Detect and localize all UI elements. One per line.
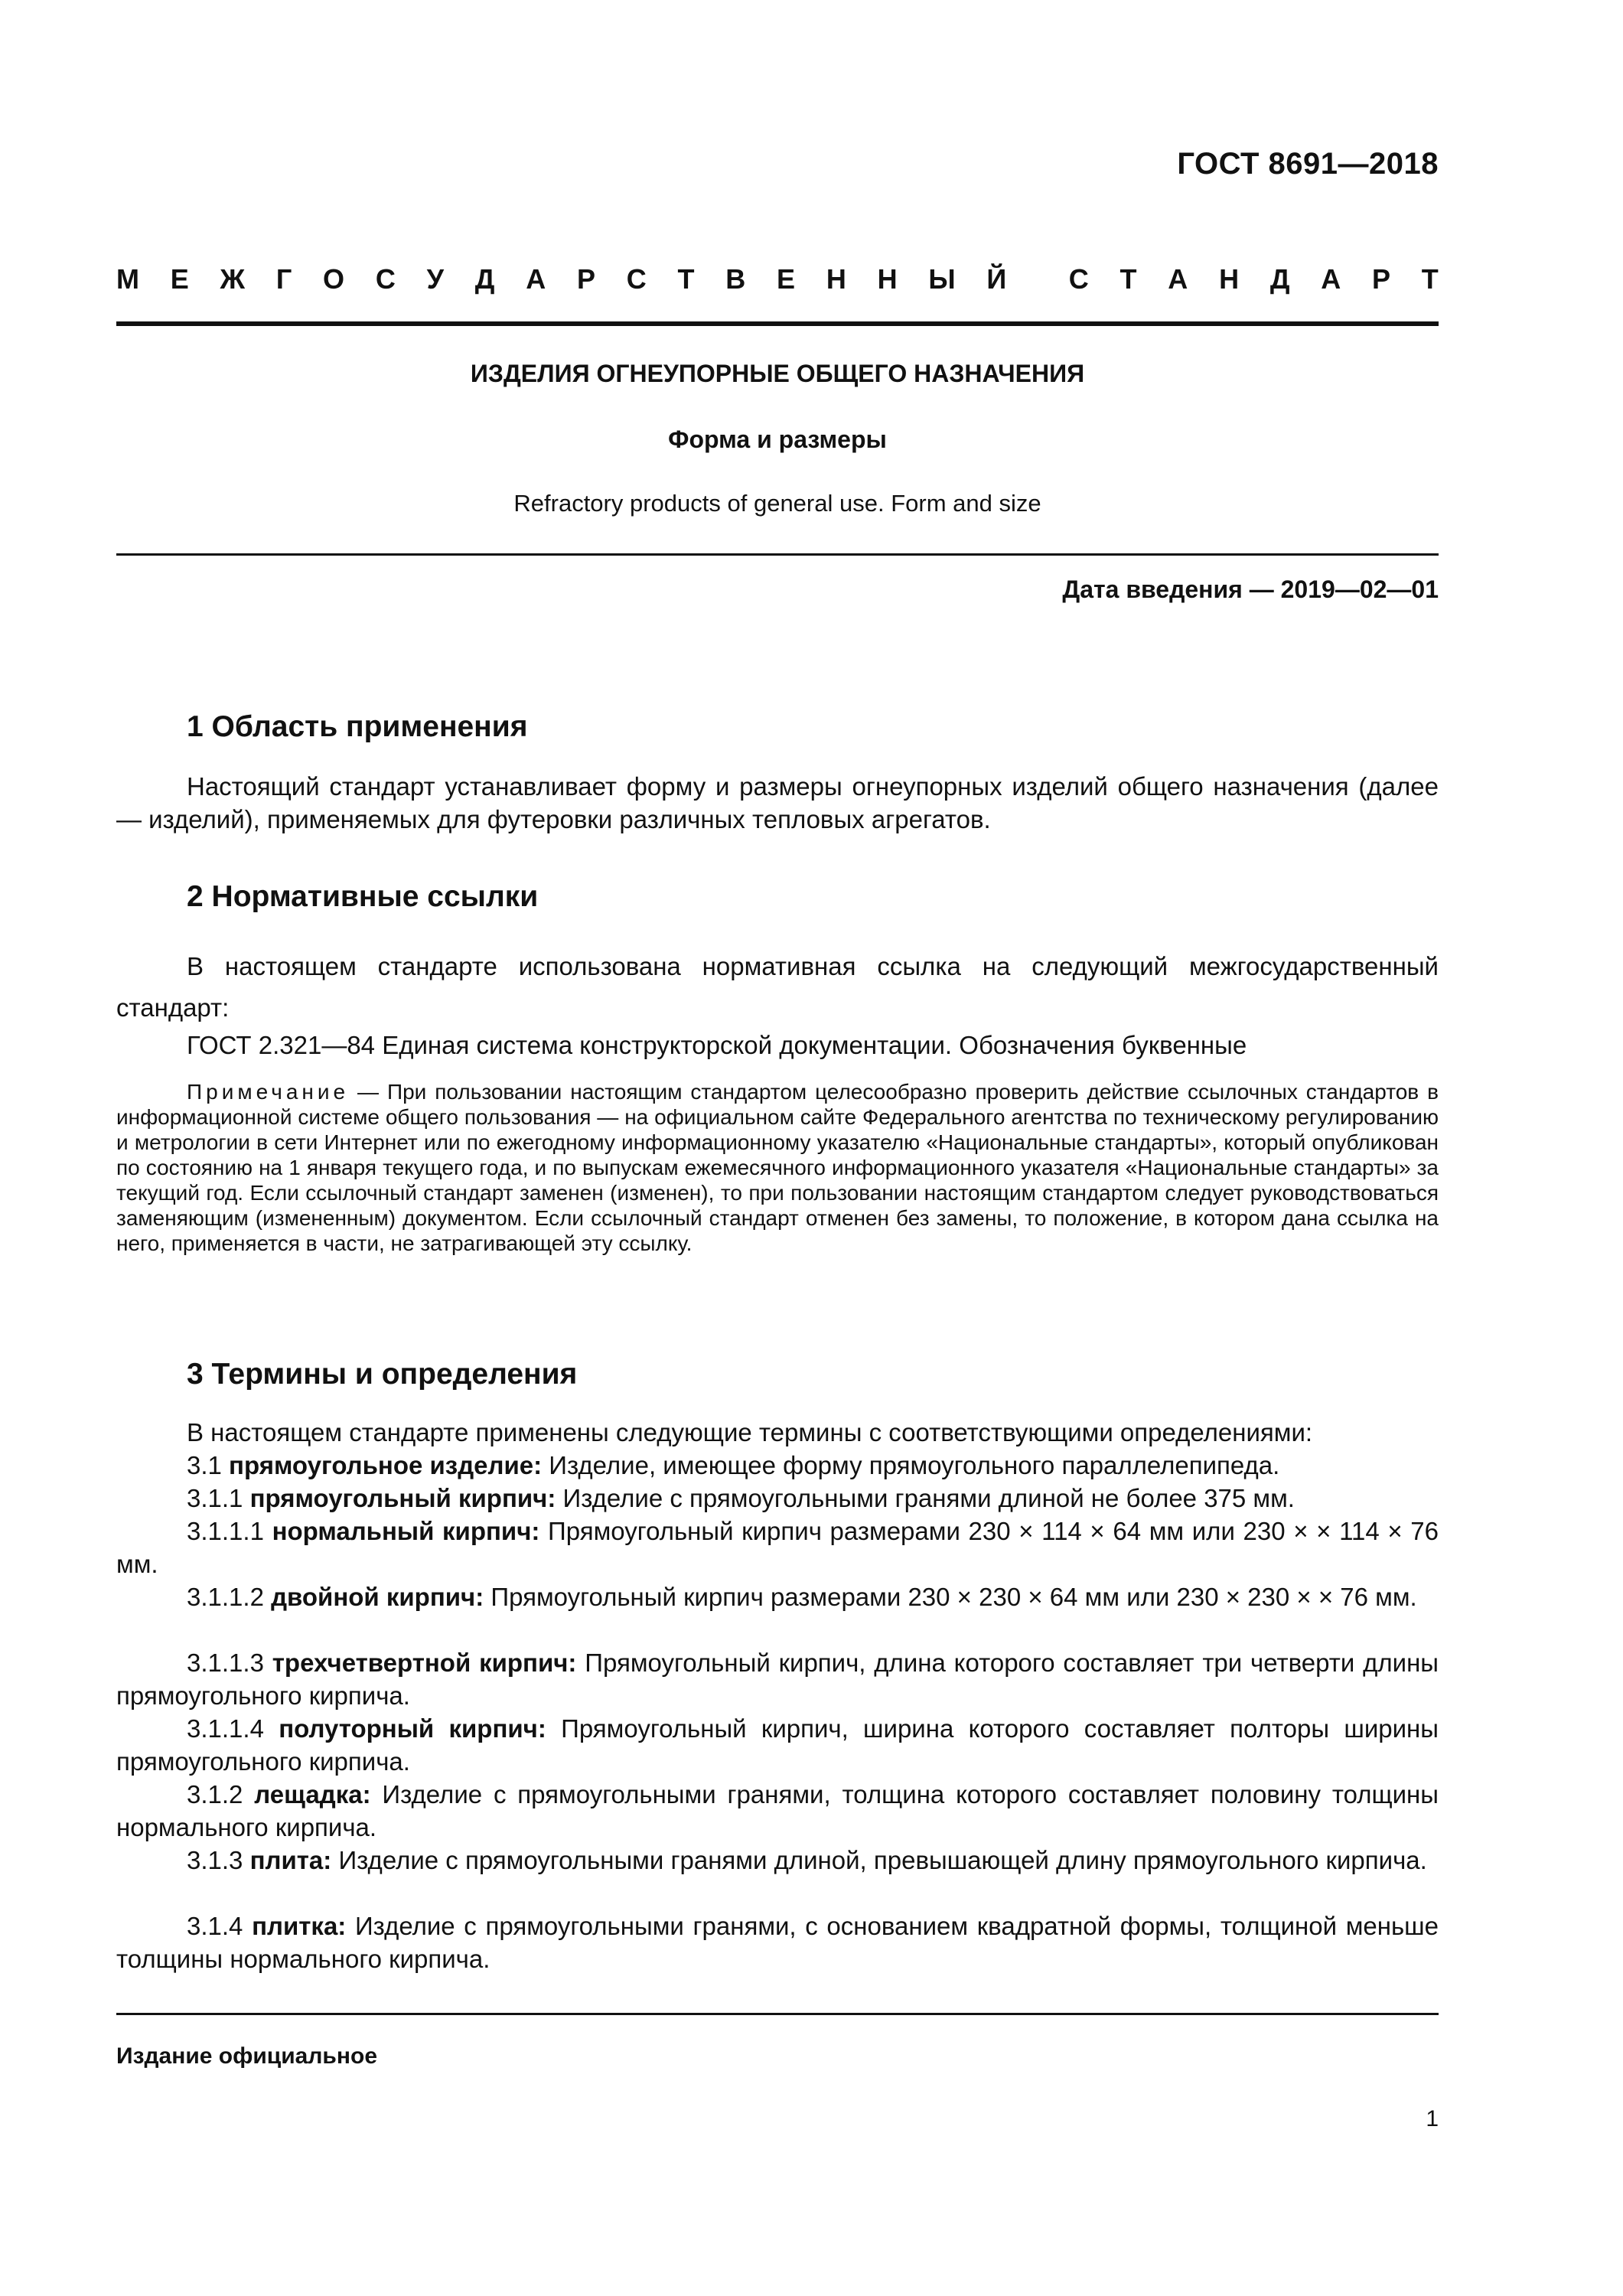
term-definition: Прямоугольный кирпич размерами 230 × 230 × 64 мм или 230 × 230 × × 76 мм. [490,1583,1417,1611]
term-definition: Изделие с прямоугольными гранями длиной не более 375 мм. [562,1484,1295,1512]
header-letter: Т [1119,263,1137,295]
term-name: прямоугольное изделие: [229,1451,543,1479]
term-3-1-1-1 [116,1515,1439,1580]
introduction-date: Дата введения — 2019—02—01 [1062,576,1439,603]
header-letter: М [116,263,139,295]
term-number: 3.1.1.3 [187,1649,264,1677]
reference-gost: ГОСТ 2.321—84 Единая система конструкторской документации. Обозначения буквенные [187,1031,1247,1059]
header-letter: С [375,263,396,295]
section-scope-text [116,770,1439,836]
term-definition: Прямоугольный кирпич, длина которого составляет три четверти длины прямоугольного кирпича. [116,1649,1439,1710]
term-number: 3.1.1 [187,1484,243,1512]
document-title: ИЗДЕЛИЯ ОГНЕУПОРНЫЕ ОБЩЕГО НАЗНАЧЕНИЯ [470,360,1085,387]
title-rule [116,553,1439,556]
note-text: — При пользовании настоящим стандартом целесообразно проверить действие ссылочных стандартов в информационной системе общего пользования — на официальном сайте Федерального агентства по техническому регулированию и метрологии в сети Интернет или по ежегодному информационному указателю «Национальные стандарты», который опубликован по состоянию на 1 января текущего года, и по выпускам ежемесячного информационного указателя «Национальные стандарты» за текущий год. Если ссылочный стандарт заменен (изменен), то при пользовании настоящим стандартом следует руководствоваться заменяющим (измененным) документом. Если ссылочный стандарт отменен без замены, то положение, в котором дана ссылка на него, применяется в части, не затрагивающей эту ссылку. [116,1080,1439,1255]
term-name: полуторный кирпич: [279,1714,546,1743]
official-edition-label: Издание официальное [116,2043,378,2069]
document-subtitle: Форма и размеры [668,426,887,453]
header-letter: Д [1269,263,1290,295]
term-3-1-4 [116,1910,1439,1975]
term-definition: Изделие, имеющее форму прямоугольного параллелепипеда. [549,1451,1280,1479]
term-definition: Изделие с прямоугольными гранями, с основанием квадратной формы, толщиной меньше толщины нормального кирпича. [116,1912,1439,1973]
reference-item [116,1029,1439,1062]
header-letter: А [526,263,546,295]
document-page [116,0,1439,2296]
term-name: нормальный кирпич: [272,1517,540,1545]
references-text [116,946,1439,1029]
header-letter: В [725,263,746,295]
note-block [116,1079,1439,1256]
standard-type-label [116,263,1439,295]
term-3-1-2 [116,1778,1439,1844]
header-letter: С [626,263,647,295]
header-letter: Т [1421,263,1439,295]
term-name: прямоугольный кирпич: [249,1484,556,1512]
section-heading-scope: 1 Область применения [187,710,528,743]
term-number: 3.1.4 [187,1912,243,1940]
header-letter: Е [777,263,796,295]
term-definition: Прямоугольный кирпич размерами 230 × 114 × 64 мм или 230 × × 114 × 76 мм. [116,1517,1439,1578]
references-paragraph: В настоящем стандарте использована нормативная ссылка на следующий межгосударственный стандарт: [116,952,1439,1022]
header-letter: Д [474,263,495,295]
header-letter: Й [986,263,1007,295]
term-number: 3.1.1.2 [187,1583,264,1611]
header-letter: Е [170,263,189,295]
scope-paragraph: Настоящий стандарт устанавливает форму и размеры огнеупорных изделий общего назначения (далее — изделий), применяемых для футеровки различных тепловых агрегатов. [116,772,1439,833]
term-name: лещадка: [254,1780,371,1808]
document-title-english: Refractory products of general use. Form and size [513,490,1041,517]
header-letter: А [1168,263,1188,295]
term-definition: Прямоугольный кирпич, ширина которого составляет полторы ширины прямоугольного кирпича. [116,1714,1439,1776]
header-letter: Г [275,263,292,295]
footer-rule [116,2013,1439,2015]
header-letter: У [426,263,444,295]
header-letter: О [323,263,345,295]
term-number: 3.1.1.4 [187,1714,264,1743]
term-name: трехчетвертной кирпич: [272,1649,577,1677]
header-letter: Н [826,263,846,295]
section-heading-references: 2 Нормативные ссылки [187,880,539,913]
note-label: Примечание [187,1080,350,1104]
term-3-1-1-3 [116,1646,1439,1712]
header-letter: Н [877,263,898,295]
terms-intro [116,1416,1439,1449]
term-3-1-1-2 [116,1580,1439,1613]
header-letter: Р [1372,263,1391,295]
term-3-1-1 [116,1482,1439,1515]
term-number: 3.1.3 [187,1846,243,1874]
term-number: 3.1.2 [187,1780,243,1808]
term-definition: Изделие с прямоугольными гранями длиной, превышающей длину прямоугольного кирпича. [338,1846,1427,1874]
header-letter: А [1321,263,1341,295]
header-letter: Т [677,263,695,295]
term-number: 3.1.1.1 [187,1517,264,1545]
term-definition: Изделие с прямоугольными гранями, толщина которого составляет половину толщины нормального кирпича. [116,1780,1439,1841]
term-3-1 [116,1449,1439,1482]
header-letter: Ж [220,263,246,295]
section-heading-terms: 3 Термины и определения [187,1358,578,1391]
term-3-1-1-4 [116,1712,1439,1778]
term-3-1-3 [116,1844,1439,1877]
page-number: 1 [1426,2106,1439,2131]
term-name: плитка: [252,1912,347,1940]
header-letter: С [1068,263,1089,295]
header-letter: Ы [928,263,956,295]
header-letter: Н [1219,263,1240,295]
document-number: ГОСТ 8691—2018 [1177,147,1439,181]
term-name: двойной кирпич: [271,1583,484,1611]
term-number: 3.1 [187,1451,222,1479]
header-letter: Р [576,263,595,295]
header-rule [116,321,1439,326]
terms-intro-text: В настоящем стандарте применены следующие термины с соответствующими определениями: [187,1418,1313,1446]
term-name: плита: [249,1846,332,1874]
